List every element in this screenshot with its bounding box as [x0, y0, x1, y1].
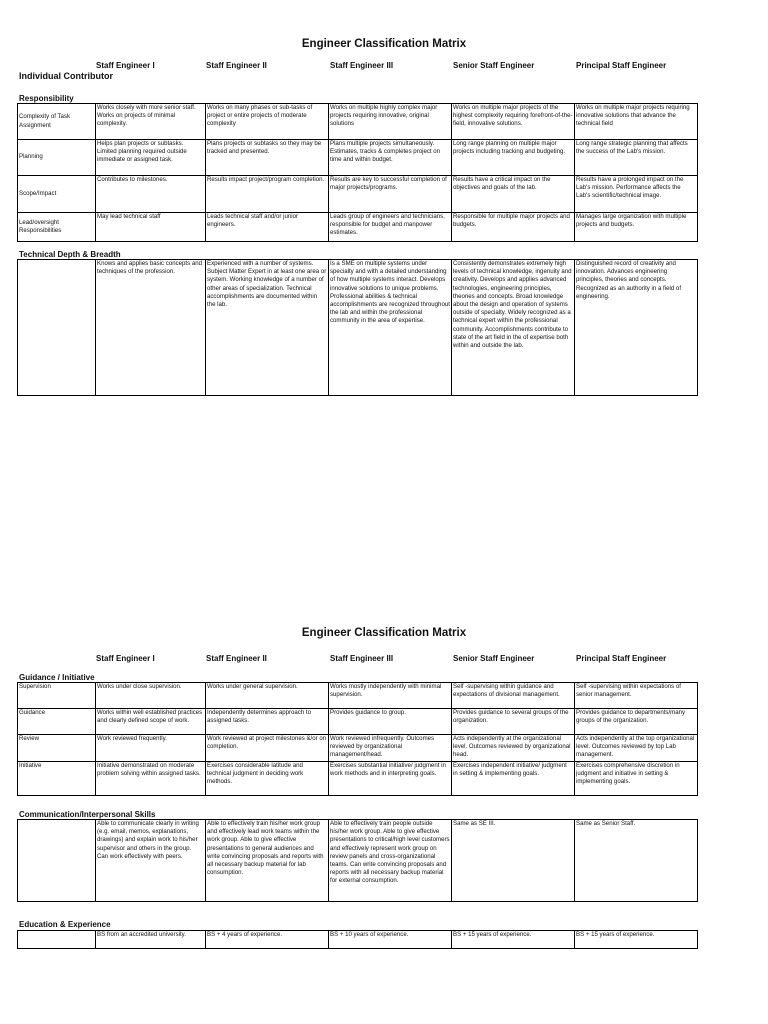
- table-cell: Able to communicate clearly in writing (e.g. email, memos, explanations, drawings) and explain work to his/her supervisor and others in the group. Can work effectively with peers.: [96, 820, 206, 902]
- row-label: Supervision: [18, 683, 96, 709]
- table-row: [18, 176, 698, 213]
- table-cell: Works closely with more senior staff. Works on projects of minimal complexity.: [96, 104, 206, 140]
- table-cell: Works on multiple major projects requiring innovative solutions that advance the technical field: [575, 104, 698, 140]
- table-cell: Results have a critical impact on the objectives and goals of the lab.: [452, 176, 575, 213]
- education-table: [17, 930, 698, 949]
- table-cell: Self -supervising within guidance and expectations of divisional management.: [452, 683, 575, 709]
- table-cell: Results impact project/program completion.: [206, 176, 329, 213]
- column-header-principal-staff-engineer: Principal Staff Engineer: [576, 654, 667, 663]
- column-header-staff-engineer-1: Staff Engineer I: [96, 61, 155, 70]
- row-label: Review: [18, 735, 96, 762]
- table-cell: Works within well established practices and clearly defined scope of work.: [96, 709, 206, 735]
- row-label: Lead/oversight Responsibilities: [18, 213, 96, 242]
- table-cell: Work reviewed frequently.: [96, 735, 206, 762]
- table-cell: Helps plan projects or subtasks. Limited planning required outside immediate or assigned task.: [96, 140, 206, 176]
- table-cell: BS + 4 years of experience.: [206, 931, 329, 949]
- table-cell: Is a SME on multiple systems under specialty and with a detailed understanding of how multiple systems interact. Develops innovative solutions to unique problems. Professional abilities & technical accomplishments are recognized throughout the lab and within the professional community in the area of expertise.: [329, 260, 452, 396]
- row-label-empty: [18, 260, 96, 396]
- row-label: Scope/Impact: [18, 176, 96, 213]
- table-cell: Results are key to successful completion of major projects/programs.: [329, 176, 452, 213]
- table-cell: Works on many phases or sub-tasks of project or entire projects of moderate complexity: [206, 104, 329, 140]
- table-cell: Exercises considerable latitude and technical judgment in deciding work methods.: [206, 762, 329, 796]
- table-row: [18, 709, 698, 735]
- table-cell: Work reviewed at project milestones &/or on completion.: [206, 735, 329, 762]
- table-cell: Same as SE III.: [452, 820, 575, 902]
- table-cell: Works on multiple highly complex major projects requiring innovative, original solutions: [329, 104, 452, 140]
- row-label-empty: [18, 931, 96, 949]
- section-heading-communication: Communication/Interpersonal Skills: [19, 810, 156, 819]
- column-header-staff-engineer-2: Staff Engineer II: [206, 654, 267, 663]
- table-cell: Knows and applies basic concepts and techniques of the profession.: [96, 260, 206, 396]
- table-cell: BS + 15 years of experience.: [452, 931, 575, 949]
- table-cell: Exercises comprehensive discretion in judgment and initiative in setting & implementing goals.: [575, 762, 698, 796]
- table-cell: Exercises substantial initiative/ judgment in work methods and in interpreting goals.: [329, 762, 452, 796]
- table-cell: BS + 15 years of experience.: [575, 931, 698, 949]
- technical-depth-table: [17, 259, 698, 396]
- table-row: [18, 213, 698, 242]
- responsibility-table: [17, 103, 698, 242]
- table-cell: Work reviewed infrequently. Outcomes reviewed by organizational management/head.: [329, 735, 452, 762]
- table-cell: Plans projects or subtasks so they may be tracked and presented.: [206, 140, 329, 176]
- column-header-staff-engineer-3: Staff Engineer III: [330, 654, 394, 663]
- section-heading-guidance: Guidance / Initiative: [19, 673, 95, 682]
- table-cell: Independently determines approach to assigned tasks.: [206, 709, 329, 735]
- row-label: Complexity of Task Assignment: [18, 104, 96, 140]
- row-label: Guidance: [18, 709, 96, 735]
- table-cell: Long range planning on multiple major projects including tracking and budgeting.: [452, 140, 575, 176]
- guidance-table: [17, 682, 698, 796]
- table-row: [18, 260, 698, 396]
- column-header-staff-engineer-1: Staff Engineer I: [96, 654, 155, 663]
- table-cell: Responsible for multiple major projects and budgets.: [452, 213, 575, 242]
- table-cell: Results have a prolonged impact on the Lab's mission. Performance affects the Lab's scientific/technical image.: [575, 176, 698, 213]
- table-row: [18, 683, 698, 709]
- table-cell: Leads technical staff and/or junior engineers.: [206, 213, 329, 242]
- table-row: [18, 931, 698, 949]
- table-row: [18, 140, 698, 176]
- table-cell: Works mostly independently with minimal supervision.: [329, 683, 452, 709]
- page-subtitle: Individual Contributor: [19, 71, 113, 81]
- table-cell: Consistently demonstrates extremely high levels of technical knowledge, ingenuity and creativity. Develops and applies advanced technologies, engineering principles, theories and concepts. Broad knowledge about the design and operation of systems outside of specialty. Widely recognized as a technical expert within the professional community. Accomplishments contribute to state of the art field in the of expertise both within and outside the lab.: [452, 260, 575, 396]
- page-title: Engineer Classification Matrix: [301, 38, 467, 50]
- table-row: [18, 104, 698, 140]
- table-cell: Works on multiple major projects of the highest complexity requiring forefront-of-the-field, innovative solutions.: [452, 104, 575, 140]
- table-cell: Contributes to milestones.: [96, 176, 206, 213]
- table-cell: BS from an accredited university.: [96, 931, 206, 949]
- table-cell: Able to effectively train people outside his/her work group. Able to give effective presentations to critical/high level customers and effectively represent work group on review panels and cross-organizational teams. Can write convincing proposals and reports with all necessary backup material for external consumption.: [329, 820, 452, 902]
- communication-table: [17, 819, 698, 902]
- section-heading-responsibility: Responsibility: [19, 94, 74, 103]
- table-cell: Provides guidance to departments/many groups of the organization.: [575, 709, 698, 735]
- table-cell: Acts independently at the organizational level. Outcomes reviewed by organizational head.: [452, 735, 575, 762]
- table-row: [18, 820, 698, 902]
- table-cell: Self -supervising within expectations of senior management.: [575, 683, 698, 709]
- row-label: Planning: [18, 140, 96, 176]
- table-cell: May lead technical staff: [96, 213, 206, 242]
- table-cell: Initiative demonstrated on moderate problem solving within assigned tasks.: [96, 762, 206, 796]
- section-heading-education: Education & Experience: [19, 920, 111, 929]
- table-cell: Same as Senior Staff.: [575, 820, 698, 902]
- table-cell: Acts independently at the top organizational level. Outcomes reviewed by top Lab management.: [575, 735, 698, 762]
- table-cell: Distinguished record of creativity and innovation. Advances engineering principles, theories and concepts. Recognized as an authority in a field of engineering.: [575, 260, 698, 396]
- table-cell: BS + 10 years of experience.: [329, 931, 452, 949]
- column-header-senior-staff-engineer: Senior Staff Engineer: [453, 654, 535, 663]
- table-cell: Plans multiple projects simultaneously. Estimates, tracks & completes project on time and within budget.: [329, 140, 452, 176]
- table-cell: Provides guidance to group.: [329, 709, 452, 735]
- table-cell: Provides guidance to several groups of the organization.: [452, 709, 575, 735]
- table-cell: Works under general supervision.: [206, 683, 329, 709]
- table-row: [18, 735, 698, 762]
- table-cell: Leads group of engineers and technicians, responsible for budget and manpower estimates.: [329, 213, 452, 242]
- row-label: Initiative: [18, 762, 96, 796]
- table-cell: Able to effectively train his/her work group and effectively lead work teams within the work group. Able to give effective presentations to general audiences and write convincing proposals and reports with all necessary backup material for lab consumption.: [206, 820, 329, 902]
- page-title-2: Engineer Classification Matrix: [301, 627, 467, 639]
- column-header-staff-engineer-3: Staff Engineer III: [330, 61, 394, 70]
- table-row: [18, 762, 698, 796]
- table-cell: Long range strategic planning that affects the success of the Lab's mission.: [575, 140, 698, 176]
- row-label-empty: [18, 820, 96, 902]
- column-header-staff-engineer-2: Staff Engineer II: [206, 61, 267, 70]
- column-header-principal-staff-engineer: Principal Staff Engineer: [576, 61, 667, 70]
- table-cell: Experienced with a number of systems. Subject Matter Expert in at least one area or system. Working knowledge of a number of other areas of specialization. Technical accomplishments are documented within the lab.: [206, 260, 329, 396]
- table-cell: Manages large organization with multiple projects and budgets.: [575, 213, 698, 242]
- table-cell: Works under close supervision.: [96, 683, 206, 709]
- table-cell: Exercises independent initiative/ judgment in setting & implementing goals.: [452, 762, 575, 796]
- section-heading-technical-depth: Technical Depth & Breadth: [19, 250, 121, 259]
- column-header-senior-staff-engineer: Senior Staff Engineer: [453, 61, 535, 70]
